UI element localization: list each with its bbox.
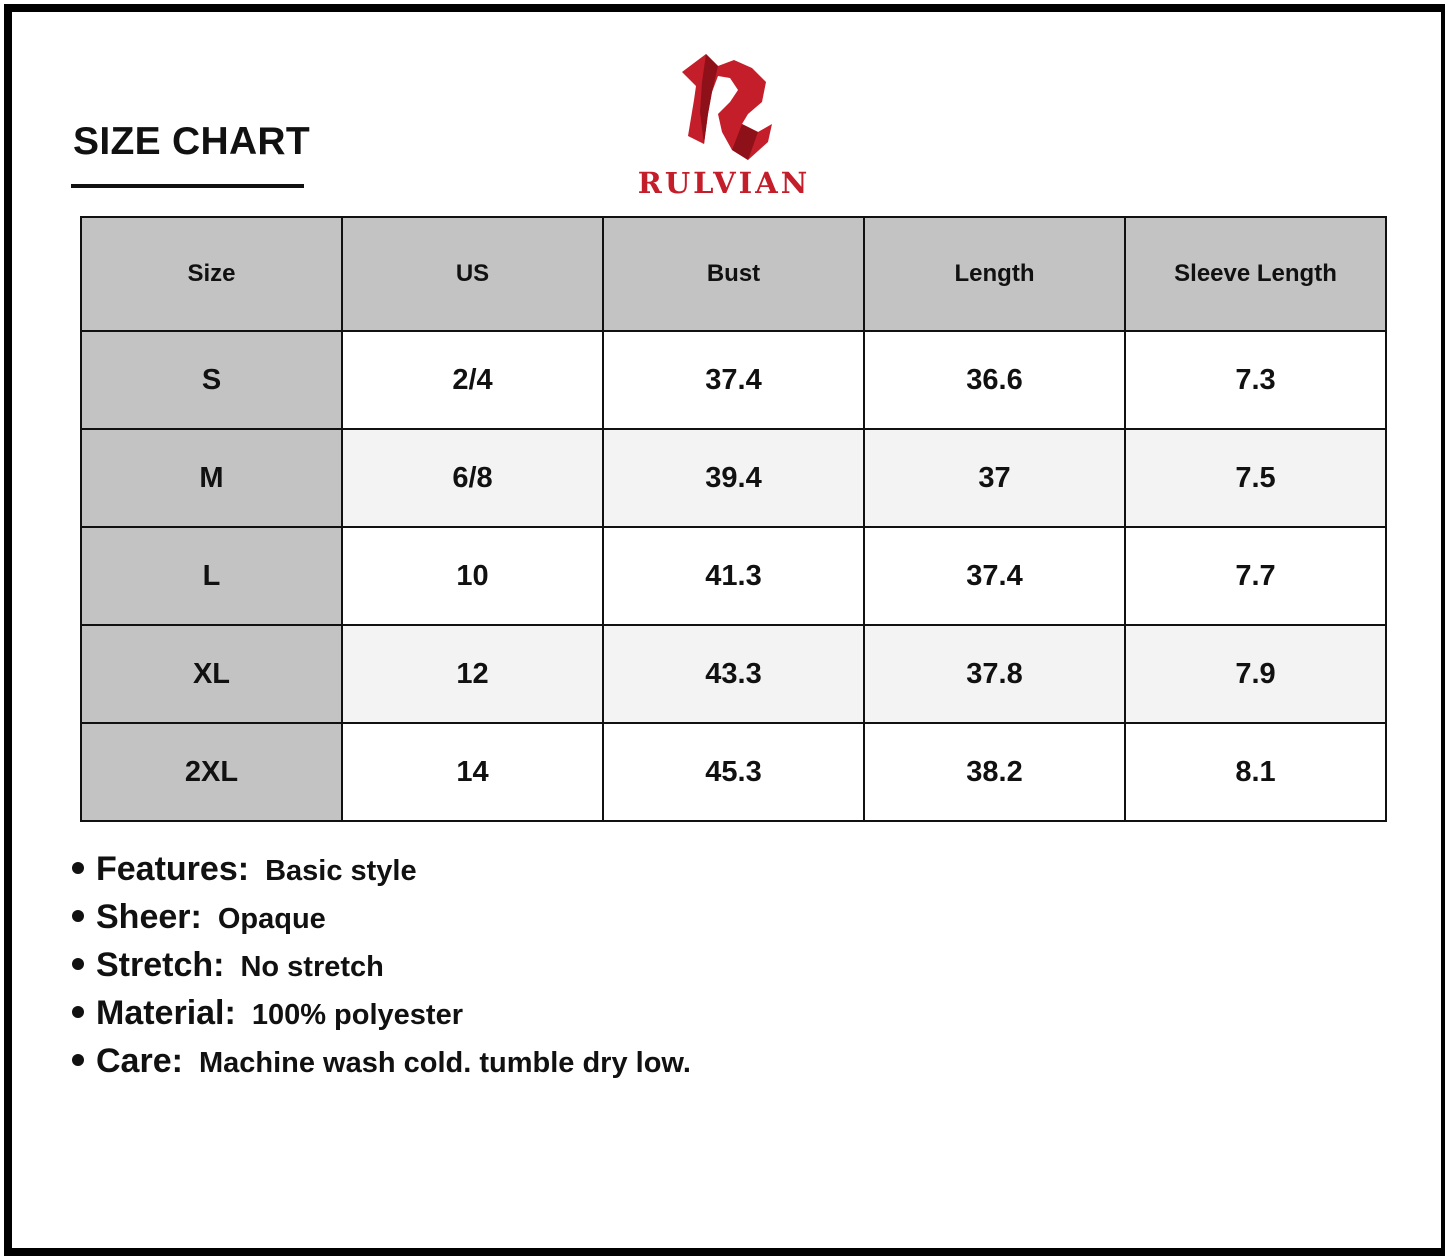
sleeve-length-cell: 7.3 bbox=[1125, 331, 1386, 429]
sleeve-length-cell: 7.7 bbox=[1125, 527, 1386, 625]
size-cell: S bbox=[81, 331, 342, 429]
column-header-size: Size bbox=[81, 217, 342, 331]
spec-value: Basic style bbox=[265, 855, 417, 887]
bullet-icon bbox=[72, 958, 84, 970]
us-cell: 2/4 bbox=[342, 331, 603, 429]
length-cell: 37.8 bbox=[864, 625, 1125, 723]
column-header-us: US bbox=[342, 217, 603, 331]
table-row bbox=[81, 625, 1386, 723]
size-cell: 2XL bbox=[81, 723, 342, 821]
spec-label: Features: bbox=[96, 850, 250, 888]
spec-material bbox=[72, 994, 691, 1042]
size-table bbox=[80, 216, 1387, 822]
us-cell: 6/8 bbox=[342, 429, 603, 527]
spec-features bbox=[72, 850, 691, 898]
table-row bbox=[81, 527, 1386, 625]
spec-stretch bbox=[72, 946, 691, 994]
us-cell: 12 bbox=[342, 625, 603, 723]
table-row bbox=[81, 723, 1386, 821]
column-header-bust: Bust bbox=[603, 217, 864, 331]
length-cell: 37.4 bbox=[864, 527, 1125, 625]
bullet-icon bbox=[72, 910, 84, 922]
column-header-length: Length bbox=[864, 217, 1125, 331]
bust-cell: 41.3 bbox=[603, 527, 864, 625]
us-cell: 10 bbox=[342, 527, 603, 625]
sleeve-length-cell: 7.9 bbox=[1125, 625, 1386, 723]
bullet-icon bbox=[72, 862, 84, 874]
spec-value: Opaque bbox=[217, 903, 326, 935]
us-cell: 14 bbox=[342, 723, 603, 821]
column-header-sleeve-length: Sleeve Length bbox=[1125, 217, 1386, 331]
table-row bbox=[81, 429, 1386, 527]
length-cell: 38.2 bbox=[864, 723, 1125, 821]
length-cell: 37 bbox=[864, 429, 1125, 527]
table-header-row bbox=[81, 217, 1386, 331]
brand-name: RULVIAN bbox=[637, 166, 811, 200]
brand-logo bbox=[626, 52, 822, 200]
spec-care bbox=[72, 1042, 691, 1090]
spec-value: 100% polyester bbox=[251, 999, 463, 1031]
product-specs-list bbox=[72, 850, 691, 1090]
spec-label: Sheer: bbox=[96, 898, 202, 936]
bullet-icon bbox=[72, 1054, 84, 1066]
table-row bbox=[81, 331, 1386, 429]
spec-label: Care: bbox=[96, 1042, 183, 1080]
title-underline bbox=[71, 184, 304, 188]
bust-cell: 37.4 bbox=[603, 331, 864, 429]
sleeve-length-cell: 8.1 bbox=[1125, 723, 1386, 821]
spec-label: Stretch: bbox=[96, 946, 225, 984]
bust-cell: 43.3 bbox=[603, 625, 864, 723]
spec-sheer bbox=[72, 898, 691, 946]
size-cell: M bbox=[81, 429, 342, 527]
size-cell: XL bbox=[81, 625, 342, 723]
bullet-icon bbox=[72, 1006, 84, 1018]
sleeve-length-cell: 7.5 bbox=[1125, 429, 1386, 527]
brand-r-icon bbox=[678, 52, 774, 162]
bust-cell: 45.3 bbox=[603, 723, 864, 821]
bust-cell: 39.4 bbox=[603, 429, 864, 527]
size-cell: L bbox=[81, 527, 342, 625]
spec-value: No stretch bbox=[240, 951, 384, 983]
spec-label: Material: bbox=[96, 994, 236, 1032]
length-cell: 36.6 bbox=[864, 331, 1125, 429]
page-title: SIZE CHART bbox=[73, 120, 310, 163]
spec-value: Machine wash cold. tumble dry low. bbox=[198, 1047, 691, 1079]
